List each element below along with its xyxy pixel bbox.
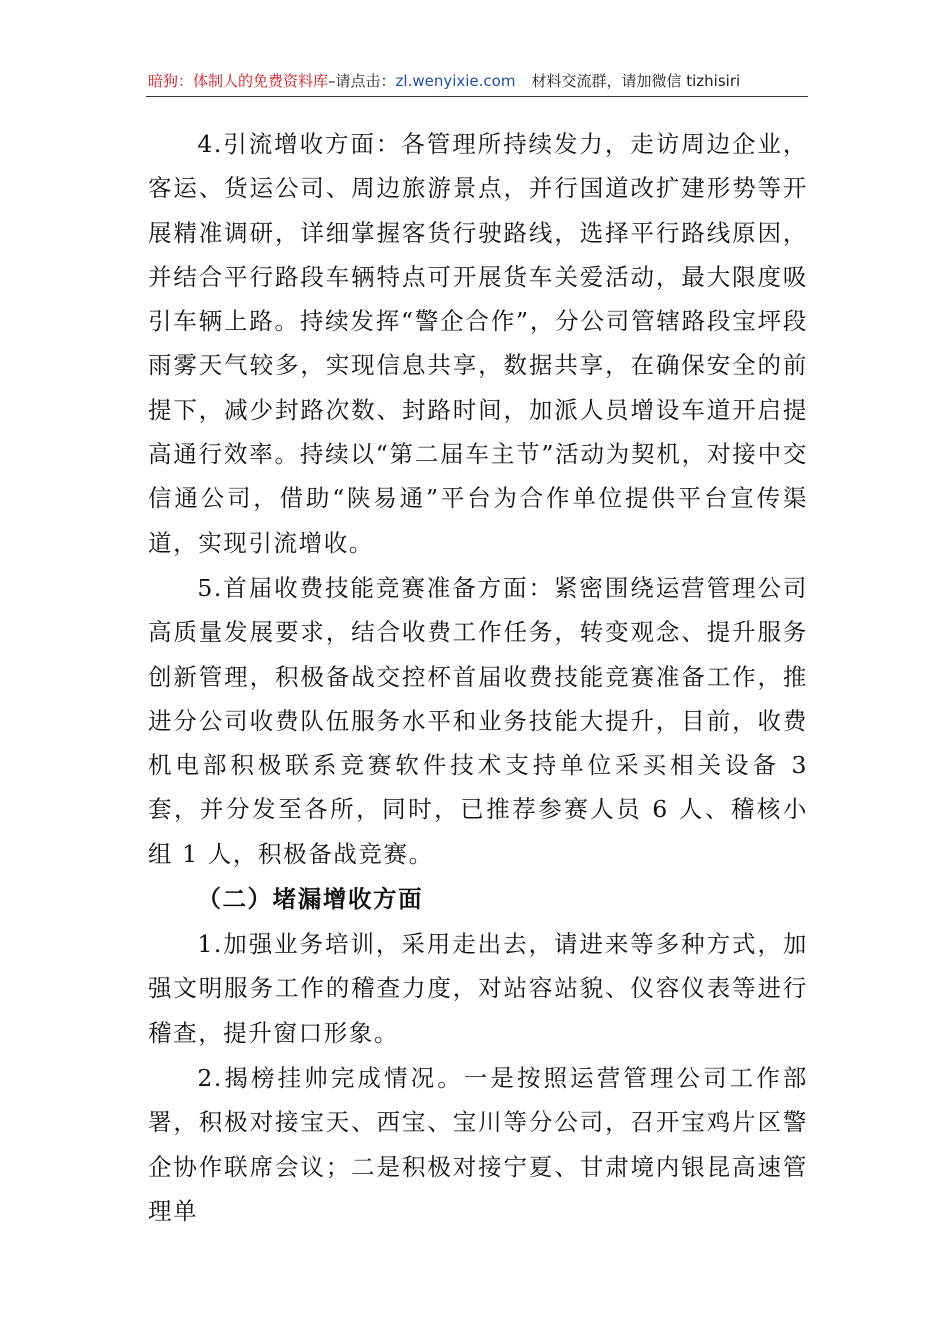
paragraph-task-completion: 2.揭榜挂帅完成情况。一是按照运营管理公司工作部署，积极对接宝天、西宝、宝川等分公司，召开宝鸡片区警企协作联席会议；二是积极对接宁夏、甘肃境内银昆高速管理单 [148, 1064, 808, 1225]
header-site-name: 暗狗：体制人的免费资料库 [148, 72, 329, 90]
paragraph-skills-competition: 5.首届收费技能竞赛准备方面：紧密围绕运营管理公司高质量发展要求，结合收费工作任务，转变观念、提升服务创新管理，积极备战交控杯首届收费技能竞赛准备工作，推进分公司收费队伍服务水平和业务技能大提升，目前，收费机电部积极联系竞赛软件技术支持单位采买相关设备 3 套，并分发至各所，同时，已推荐参赛人员 6 人、稽核小组 1 人，积极备战竞赛。 [148, 574, 808, 868]
header-link[interactable]: zl.wenyixie.com [395, 72, 516, 90]
header-prompt: –请点击： [328, 72, 396, 90]
paragraph-traffic-diversion: 4.引流增收方面：各管理所持续发力，走访周边企业，客运、货运公司、周边旅游景点，并行国道改扩建形势等开展精准调研，详细掌握客货行驶路线，选择平行路线原因，并结合平行路段车辆特点可开展货车关爱活动，最大限度吸引车辆上路。持续发挥“警企合作”，分公司管辖路段宝坪段雨雾天气较多，实现信息共享，数据共享，在确保安全的前提下，减少封路次数、封路时间，加派人员增设车道开启提高通行效率。持续以“第二届车主节”活动为契机，对接中交信通公司，借助“陕易通”平台为合作单位提供平台宣传渠道，实现引流增收。 [148, 130, 808, 557]
page-header [148, 66, 808, 96]
header-contact: 材料交流群，请加微信 tizhisiri [531, 72, 741, 90]
paragraph-business-training: 1.加强业务培训，采用走出去，请进来等多种方式，加强文明服务工作的稽查力度，对站容站貌、仪容仪表等进行稽查，提升窗口形象。 [148, 930, 808, 1047]
section-heading-leak-prevention: （二）堵漏增收方面 [197, 885, 424, 913]
header-divider [146, 96, 808, 97]
